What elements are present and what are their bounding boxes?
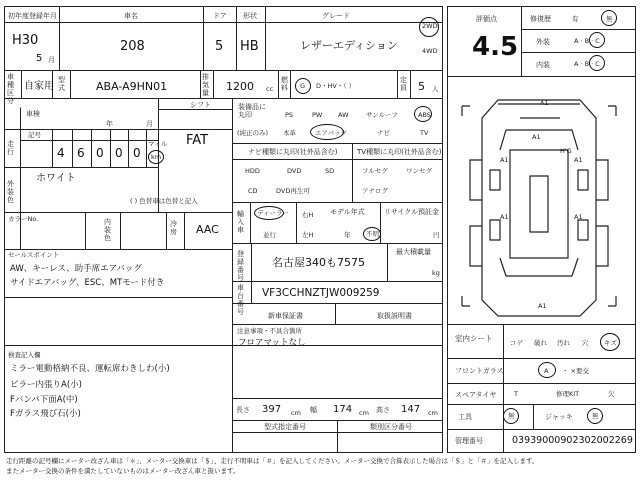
exterior-color-value: ホワイト xyxy=(36,173,76,184)
equip-airbag: エアバック xyxy=(315,129,347,137)
exterior-grade-label: 外装 xyxy=(536,38,550,46)
mgmt-number: 03939000902302002269 xyxy=(512,435,633,446)
tools-label: 工具 xyxy=(458,413,472,421)
first-reg-label: 初年度登録年月 xyxy=(8,12,57,20)
aircon-value: AAC xyxy=(196,223,219,236)
equip-aw: AW xyxy=(338,111,349,119)
repair-yes: 有 xyxy=(572,15,579,23)
import-dealer: ディーラー xyxy=(257,209,289,217)
capacity-value: 5 xyxy=(418,80,425,93)
sheet-burn: コゲ xyxy=(510,339,523,347)
mileage-digit-3: 0 xyxy=(96,146,104,160)
grade-label: グレード xyxy=(322,12,350,20)
fuel-label: 燃料 xyxy=(281,76,288,92)
color-change-note: ( ) 色替車は色替と記入 xyxy=(130,197,198,205)
displacement-value: 1200 xyxy=(226,80,254,93)
interior-sheet-label: 室内シート xyxy=(455,334,493,343)
inspection-month: 月 xyxy=(146,120,153,128)
month-unit: 月 xyxy=(48,56,55,64)
mgmt-label: 管理番号 xyxy=(455,437,483,445)
km-label: km xyxy=(151,153,162,161)
length-unit: cm xyxy=(291,409,301,417)
repair-no: 無 xyxy=(606,15,613,23)
tools-value: 無 xyxy=(508,412,515,420)
import-label: 輸入車 xyxy=(237,210,244,234)
inspector-line-2: ピラー内張りA(小) xyxy=(10,380,82,390)
damage-mark: A1 xyxy=(538,302,547,310)
equip-tv: TV xyxy=(420,129,429,137)
navi-dvd-play: DVD再生可 xyxy=(276,187,310,195)
exterior-circle-mark xyxy=(589,32,605,48)
mileage-digit-4: 0 xyxy=(115,146,123,160)
mileage-note: 記号 xyxy=(28,131,41,139)
model-year-unit: 年 xyxy=(344,231,351,239)
navi-cd: CD xyxy=(248,187,258,195)
import-parallel: 並行 xyxy=(263,231,276,239)
inspection-label: 車検 xyxy=(26,110,40,118)
mileage-label: 走行 xyxy=(7,140,14,156)
damage-mark: A1 xyxy=(574,156,583,164)
displacement-label: 排気量 xyxy=(202,73,209,97)
sheet-stain: 汚れ xyxy=(557,339,570,347)
jack-value: 無 xyxy=(592,412,599,420)
car-name-label: 車名 xyxy=(124,12,138,20)
category-label: 車種区分 xyxy=(7,73,14,105)
chassis-label: 車台番号 xyxy=(237,284,244,316)
equip-navi: ナビ xyxy=(377,129,390,137)
equip-sunroof: サンルーフ xyxy=(366,111,398,119)
length-value: 397 xyxy=(262,404,282,415)
import-right-hand: 右H xyxy=(302,211,314,219)
equipment-sub-label: (純正のみ) xyxy=(237,129,269,137)
length-label: 長さ xyxy=(236,406,250,414)
height-label: 高さ xyxy=(376,406,390,414)
max-load-label: 最大積載量 xyxy=(396,248,431,256)
tv-oneseg: ワンセグ xyxy=(406,167,432,175)
equip-abs: ABS xyxy=(418,111,431,119)
recycle-yen: 円 xyxy=(433,231,440,239)
type-cert-label: 型式指定番号 xyxy=(264,423,306,431)
equip-pw: PW xyxy=(312,111,323,119)
model-year-label: モデル年式 xyxy=(330,208,365,216)
damage-mark: A1 xyxy=(574,213,583,221)
spare-missing: 欠 xyxy=(608,390,615,398)
warranty-label: 新車保証書 xyxy=(268,312,303,320)
damage-mark: A1 xyxy=(500,156,509,164)
sheet-scratch: キズ xyxy=(604,339,617,347)
first-reg-month: 5 xyxy=(36,53,43,64)
fuel-options: D・HV・（ ） xyxy=(316,82,356,90)
spare-repair-kit: 修理KIT xyxy=(556,390,580,398)
car-name: 208 xyxy=(120,39,145,54)
reg-label: 登録番号 xyxy=(237,250,244,282)
doors-label: ドア xyxy=(213,12,227,20)
person-unit: 人 xyxy=(432,85,439,93)
inspector-line-4: Fガラス飛び石(小) xyxy=(10,409,81,419)
category-value: 自家用 xyxy=(24,81,54,92)
recycle-label: リサイクル預託金 xyxy=(384,208,440,216)
import-left-hand: 左H xyxy=(302,231,314,239)
interior-grade-label: 内装 xyxy=(536,61,550,69)
mileage-digit-5: 0 xyxy=(133,146,141,160)
mile-label: マイル xyxy=(148,140,168,148)
mileage-digit-2: 6 xyxy=(77,146,85,160)
shift-value: FAT xyxy=(186,133,209,148)
first-reg-era: H30 xyxy=(12,33,39,48)
sheet-hole: 穴 xyxy=(582,339,589,347)
tv-label: TV種類に丸印(社外品含む) xyxy=(357,148,442,156)
model-value: ABA-A9HN01 xyxy=(96,80,168,93)
spare-label: スペアタイヤ xyxy=(455,391,497,399)
footer-note-1: 走行距離の記号欄にメーター改ざん車は「＊」、メーター交換車は「＄」、走行不明車は「＃」を記入してください。メーター交換で合算表示した場合は「＄」と「＃」を記入します。 xyxy=(6,457,539,465)
tv-fullseg: フルセグ xyxy=(362,167,388,175)
shape-label: 形状 xyxy=(243,12,257,20)
aircon-label: 冷房 xyxy=(170,220,177,236)
model-label: 型式 xyxy=(58,76,65,92)
inspector-line-1: ミラー電動格納不良、運転席わきしわ(小) xyxy=(10,364,170,374)
damage-mark: A1 xyxy=(540,99,549,107)
width-label: 幅 xyxy=(310,406,317,414)
footer-note-2: またメーター交換の条件を満たしていないものはメーター改ざん車と扱います。 xyxy=(6,467,240,475)
navi-hdd: HDD xyxy=(245,167,260,175)
navi-sd: SD xyxy=(325,167,335,175)
equipment-label: 装備品に丸印 xyxy=(238,103,266,119)
color-no-label: カラーNo. xyxy=(8,215,39,223)
notes-text: フロアマットなし xyxy=(238,338,306,348)
width-value: 174 xyxy=(333,404,353,415)
chassis-value: VF3CCHNZTJW009259 xyxy=(262,287,380,299)
navi-dvd: DVD xyxy=(287,167,302,175)
doors-value: 5 xyxy=(215,39,224,54)
repair-label: 修復歴 xyxy=(530,15,551,23)
drive-4wd: 4WD xyxy=(422,47,438,55)
jack-label: ジャッキ xyxy=(545,413,573,421)
tv-analog: アナログ xyxy=(362,187,388,195)
sheet-tear: 破れ xyxy=(534,339,547,347)
sales-point-line-2: サイドエアバッグ、ESC、MTモード付き xyxy=(10,278,165,288)
reg-plate: 名古屋340も7575 xyxy=(272,256,365,269)
score-label: 評価点 xyxy=(476,15,497,23)
interior-circle-mark xyxy=(589,55,605,71)
spare-t: T xyxy=(514,390,518,398)
model-year-unknown: 不明 xyxy=(366,230,379,238)
damage-mark: A1 xyxy=(532,133,541,141)
exterior-color-label: 外装色 xyxy=(7,180,14,204)
drive-2wd: 2WD xyxy=(422,22,438,30)
max-load-unit: kg xyxy=(432,269,440,277)
sales-point-line-1: AW、キーレス、助手席エアバッグ xyxy=(10,264,142,274)
sales-points-label: セールスポイント xyxy=(8,251,60,259)
navi-label: ナビ種類に丸印(社外品含む) xyxy=(248,148,338,156)
height-value: 147 xyxy=(401,404,421,415)
fuel-gasoline: G xyxy=(300,82,306,90)
interior-grades: A · B · C xyxy=(574,60,600,68)
mileage-digit-1: 4 xyxy=(57,146,65,160)
notes-label: 注意事項・不具合箇所 xyxy=(237,327,302,335)
front-glass-label: フロントガラス xyxy=(455,367,504,375)
shift-label: シフト xyxy=(190,101,211,109)
equip-ps: PS xyxy=(285,111,294,119)
inspector-label: 検査記入欄 xyxy=(8,351,41,359)
manual-label: 取扱説明書 xyxy=(377,312,412,320)
equip-leather: 本革 xyxy=(283,129,296,137)
class-label: 類別区分番号 xyxy=(370,423,412,431)
height-unit: cm xyxy=(428,409,438,417)
front-glass-options: ・ ×要交 xyxy=(562,367,590,375)
inspection-year: 年 xyxy=(106,120,113,128)
cc-unit: cc xyxy=(266,85,274,93)
inspector-line-3: Fバンパ下面A(中) xyxy=(10,395,78,405)
front-glass-a: A xyxy=(544,367,549,375)
damage-mark: A1 xyxy=(500,213,509,221)
shape-value: HB xyxy=(240,39,259,54)
grade-value: レザーエディション xyxy=(300,39,398,52)
width-unit: cm xyxy=(359,409,369,417)
damage-mark: H'G xyxy=(560,147,572,155)
exterior-grades: A · B · C xyxy=(574,37,600,45)
capacity-label: 定員 xyxy=(400,76,407,92)
score-value: 4.5 xyxy=(472,32,519,62)
interior-color-label: 内装色 xyxy=(104,218,111,242)
